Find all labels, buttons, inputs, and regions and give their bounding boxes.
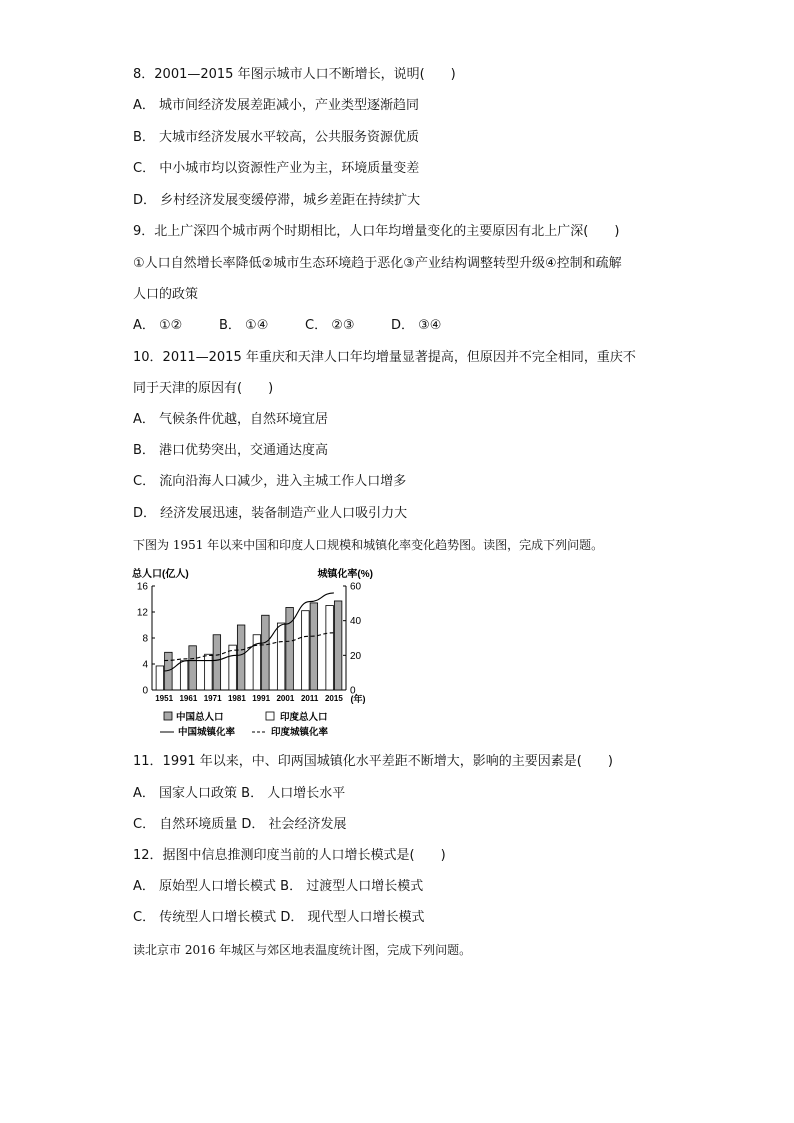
bar-india-population — [302, 611, 310, 690]
bar-india-population — [277, 623, 285, 690]
bar-china-population — [286, 607, 294, 690]
left-tick-label: 4 — [142, 659, 148, 671]
right-tick-label: 40 — [350, 616, 362, 628]
bar-india-population — [180, 661, 188, 690]
q11-options-cd: C． 自然环境质量 D． 社会经济发展 — [133, 817, 347, 832]
left-tick-label: 16 — [136, 581, 148, 593]
legend-china-urban: 中国城镇化率 — [178, 727, 236, 738]
q11-options-ab: A． 国家人口政策 B． 人口增长水平 — [133, 786, 346, 801]
legend-swatch-china — [164, 712, 172, 720]
chart-svg — [130, 562, 380, 742]
q12-options-ab: A． 原始型人口增长模式 B． 过渡型人口增长模式 — [133, 879, 424, 894]
left-axis-label: 总人口(亿人) — [132, 569, 189, 580]
bar-india-population — [156, 666, 164, 690]
q10-stem: 10．2011—2015 年重庆和天津人口年均增量显著提高，但原因并不完全相同，重庆不 — [133, 350, 636, 365]
population-urbanization-chart — [130, 562, 380, 746]
chart-intro: 下图为 1951 年以来中国和印度人口规模和城镇化率变化趋势图。读图，完成下列问题。 — [133, 538, 604, 552]
bar-india-population — [229, 645, 237, 690]
x-tick-label: 2001 — [276, 694, 295, 703]
q9-option-c: C． ②③ — [305, 318, 355, 333]
q10-option-d: D． 经济发展迅速，装备制造产业人口吸引力大 — [133, 506, 408, 521]
next-intro: 读北京市 2016 年城区与郊区地表温度统计图，完成下列问题。 — [133, 943, 472, 957]
bar-india-population — [326, 606, 334, 691]
q8-option-c: C． 中小城市均以资源性产业为主，环境质量变差 — [133, 161, 420, 176]
bar-china-population — [237, 625, 245, 690]
q10-line2: 同于天津的原因有( ) — [133, 381, 274, 396]
x-tick-label: 2015 — [324, 694, 343, 703]
legend-india-pop: 印度总人口 — [280, 712, 328, 723]
legend-swatch-india — [266, 712, 274, 720]
legend-china-pop: 中国总人口 — [176, 712, 224, 723]
left-tick-label: 8 — [142, 633, 148, 645]
q9-options — [133, 317, 441, 335]
x-tick-label: 1971 — [203, 694, 222, 703]
right-axis-label: 城镇化率(%) — [317, 569, 373, 580]
bar-china-population — [262, 615, 270, 690]
right-tick-label: 0 — [350, 685, 356, 697]
x-tick-label: 2011 — [300, 694, 319, 703]
q8-option-b: B． 大城市经济发展水平较高，公共服务资源优质 — [133, 130, 420, 145]
plot-area — [137, 582, 366, 705]
q10-option-b: B． 港口优势突出，交通通达度高 — [133, 443, 329, 458]
left-tick-label: 0 — [142, 685, 148, 697]
x-tick-label: 1951 — [155, 694, 174, 703]
q11-stem: 11．1991 年以来，中、印两国城镇化水平差距不断增大，影响的主要因素是( ) — [133, 754, 613, 769]
bar-china-population — [213, 635, 221, 690]
right-tick-label: 60 — [350, 581, 362, 593]
bar-china-population — [334, 601, 342, 690]
q12-stem: 12．据图中信息推测印度当前的人口增长模式是( ) — [133, 848, 446, 863]
x-tick-label: 1991 — [252, 694, 271, 703]
q9-stem: 9．北上广深四个城市两个时期相比，人口年均增量变化的主要原因有北上广深( ) — [133, 224, 620, 239]
q9-option-d: D． ③④ — [391, 318, 442, 333]
left-tick-label: 12 — [136, 607, 148, 619]
x-tick-label: 1961 — [179, 694, 198, 703]
x-axis-unit: (年) — [350, 694, 366, 704]
q9-line2: ①人口自然增长率降低②城市生态环境趋于恶化③产业结构调整转型升级④控制和疏解 — [133, 256, 622, 271]
q9-option-a: A． ①② — [133, 318, 183, 333]
q9-line3: 人口的政策 — [133, 287, 199, 302]
legend-india-urban: 印度城镇化率 — [271, 727, 329, 738]
q8-option-d: D． 乡村经济发展变缓停滞，城乡差距在持续扩大 — [133, 193, 421, 208]
q8-stem: 8．2001—2015 年图示城市人口不断增长，说明( ) — [133, 67, 456, 82]
q8-option-a: A． 城市间经济发展差距减小，产业类型逐渐趋同 — [133, 98, 420, 113]
q9-option-b: B． ①④ — [219, 318, 269, 333]
q10-option-c: C． 流向沿海人口减少，进入主城工作人口增多 — [133, 474, 407, 489]
q10-option-a: A． 气候条件优越，自然环境宜居 — [133, 412, 329, 427]
x-tick-label: 1981 — [227, 694, 246, 703]
right-tick-label: 20 — [350, 650, 362, 662]
bar-india-population — [205, 654, 213, 690]
bar-china-population — [310, 603, 318, 690]
bar-china-population — [189, 646, 197, 690]
chart-legend — [160, 711, 329, 738]
q12-options-cd: C． 传统型人口增长模式 D． 现代型人口增长模式 — [133, 910, 425, 925]
